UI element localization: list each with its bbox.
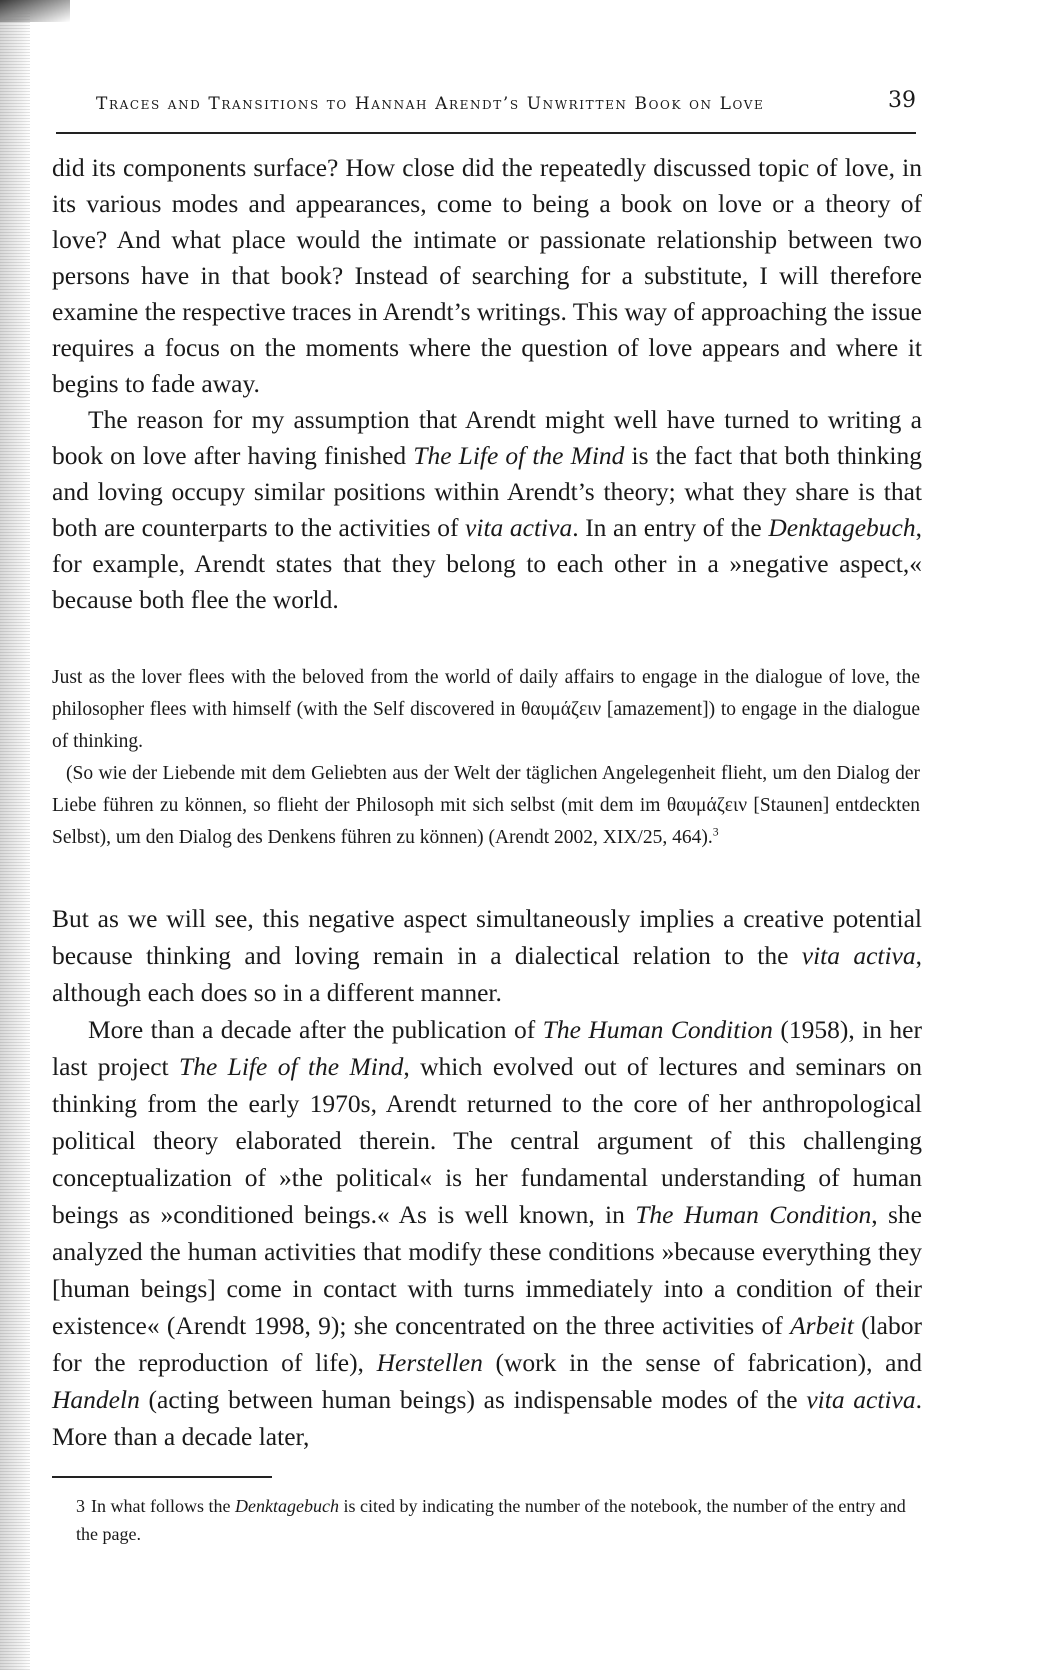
quote-german: (So wie der Liebende mit dem Geliebten aus der Welt der täglichen Angelegenheit flieht, um den Dialog der Liebe führen zu können, so flieht der Philosoph mit sich selbst (mit dem im θαυμάζειν [Staunen] entdeckten Selbst), um den Dialog des Denkens führen zu können) (Arendt 2002, XIX/25, 464).$^3$ (52, 763, 921, 848)
term-vita-activa: vita activa (465, 513, 573, 542)
footnote-number: 3 (76, 1496, 85, 1516)
greek-word: θαυμάζειν (521, 699, 602, 720)
main-text-top (52, 150, 922, 618)
term-herstellen: Herstellen (376, 1348, 483, 1377)
block-quote (52, 662, 920, 854)
footnote-rule (52, 1476, 272, 1478)
footnote: 3 In what follows the Denktagebuch is cited by indicating the number of the notebook, the number of the entry and the page. (76, 1496, 906, 1544)
book-title: The Human Condition (542, 1015, 773, 1044)
book-title: Denktagebuch (234, 1496, 339, 1516)
term-vita-activa: vita activa (801, 941, 916, 970)
quote-english: Just as the lover flees with the beloved from the world of daily affairs to engage in the dialogue of love, the philosopher flees with himself (with the Self discovered in θαυμάζειν [amazement]) to engage in the dialogue of thinking. (52, 667, 920, 752)
running-head: Traces and Transitions to Hannah Arendt’s Unwritten Book on Love (96, 94, 765, 114)
book-title: The Human Condition (635, 1200, 872, 1229)
scan-gutter-shadow (0, 0, 30, 1670)
paragraph-3: But as we will see, this negative aspect simultaneously implies a creative potential because thinking and loving remain in a dialectical relation to the vita activa, although each does so in a different manner. (52, 904, 923, 1007)
footnote-reference: 3 (712, 825, 719, 839)
book-title: The Life of the Mind (179, 1052, 404, 1081)
paragraph-2: The reason for my assumption that Arendt might well have turned to writing a book on love after having finished The Life of the Mind is the fact that both thinking and loving occupy similar positions within Arendt’s theory; what they share is that both are counterparts to the activities of vita activa. In an entry of the Denktagebuch, for example, Arendt states that they belong to each other in a »negative aspect,« because both flee the world. (52, 405, 923, 614)
main-text-bottom (52, 900, 922, 1455)
paragraph-1: did its components surface? How close did the repeatedly discussed topic of love, in its various modes and appearances, come to being a book on love or a theory of love? And what place would the intimate or passionate relationship between two persons have in that book? Instead of searching for a substitute, I will therefore examine the respective traces in Arendt’s writings. This way of approaching the issue requires a focus on the moments where the question of love appears and where it begins to fade away. (52, 153, 922, 398)
term-handeln: Handeln (52, 1385, 140, 1414)
page-number: 39 (888, 88, 916, 113)
book-title: Denktagebuch (768, 513, 916, 542)
paragraph-4: More than a decade after the publication of The Human Condition (1958), in her last project The Life of the Mind, which evolved out of lectures and seminars on thinking from the early 1970s, Arendt returned to the core of her anthropological political theory elaborated therein. The central argument of this challenging conceptualization of »the political« is her fundamental understanding of human beings as »conditioned beings.« As is well known, in The Human Condition, she analyzed the human activities that modify these conditions »because everything they [human beings] come in contact with turns immediately into a condition of their existence« (Arendt 1998, 9); she concentrated on the three activities of Arbeit (labor for the reproduction of life), Herstellen (work in the sense of fabrication), and Handeln (acting between human beings) as indispensable modes of the vita activa. More than a decade later, (52, 1015, 923, 1451)
greek-word: θαυμάζειν (666, 795, 748, 816)
scan-corner-shadow (0, 0, 70, 22)
book-title: The Life of the Mind (413, 441, 625, 470)
term-vita-activa: vita activa (806, 1385, 916, 1414)
header-rule (56, 132, 916, 134)
page-header (96, 88, 916, 128)
term-arbeit: Arbeit (790, 1311, 854, 1340)
